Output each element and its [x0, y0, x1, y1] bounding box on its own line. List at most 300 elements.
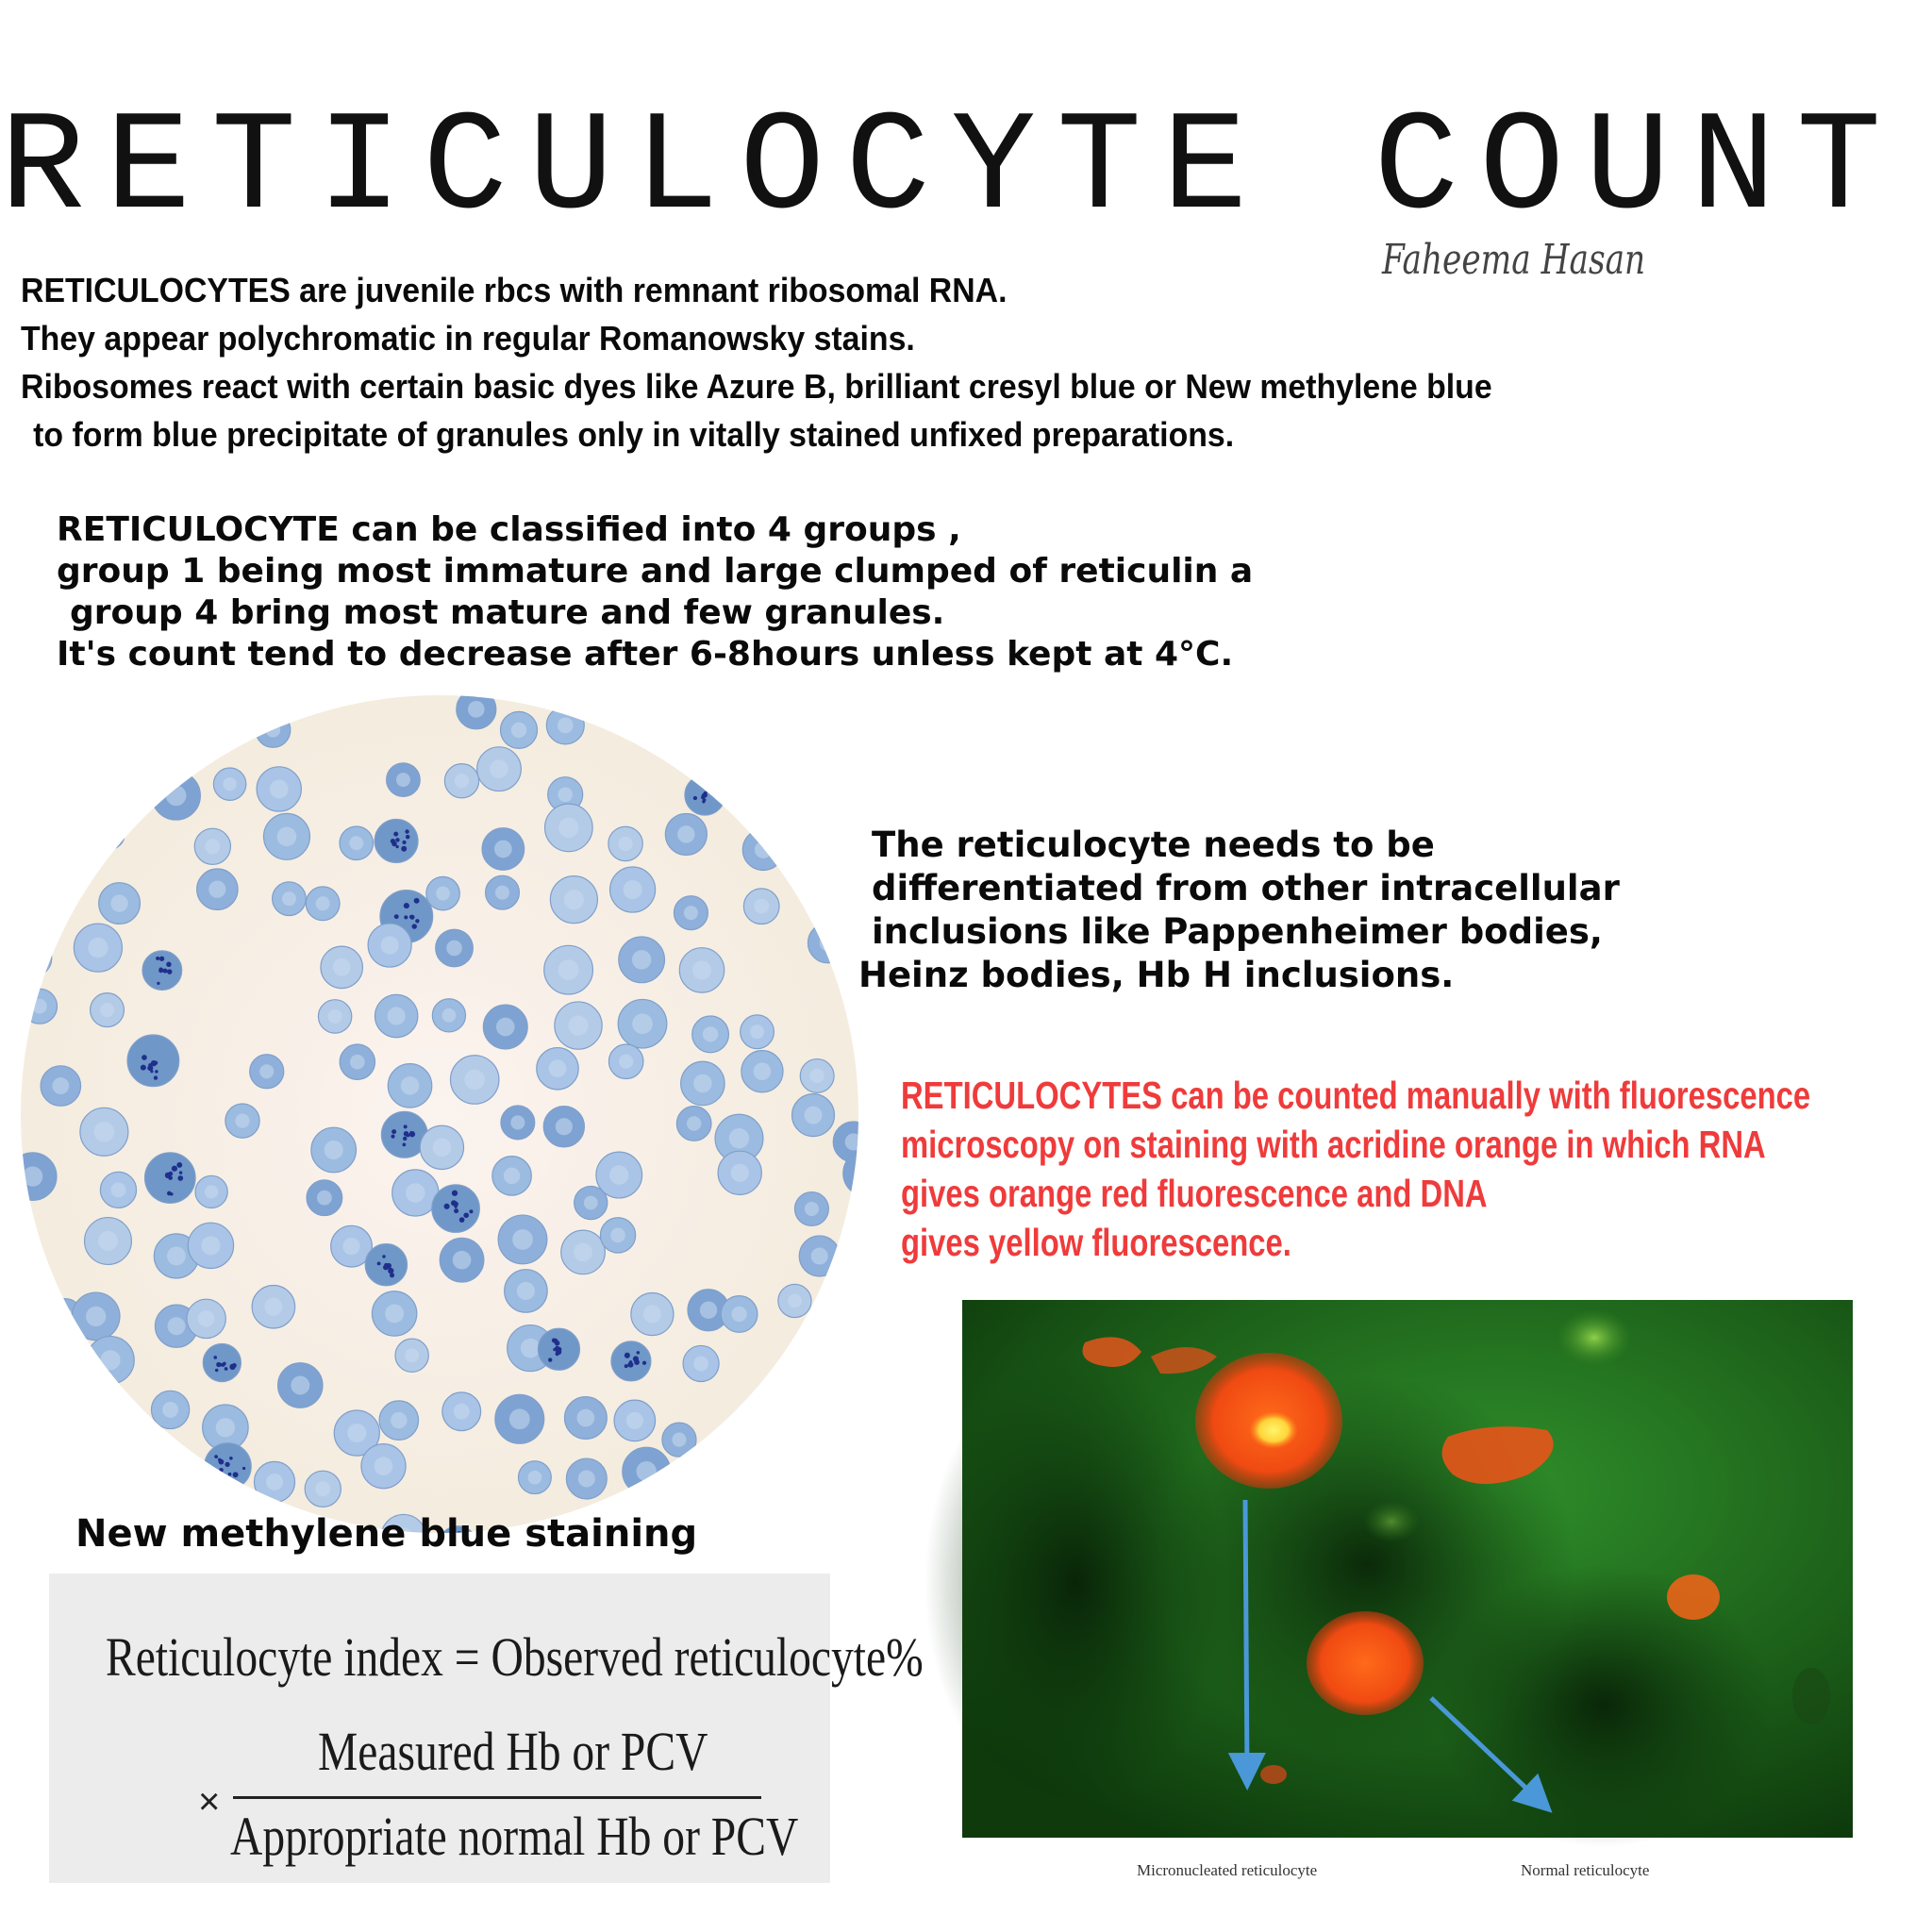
reticulin-granule — [142, 1055, 147, 1060]
central-pallor — [584, 1196, 598, 1210]
reticulin-granule — [703, 798, 706, 801]
reticulin-granule — [642, 1361, 646, 1365]
reticulin-granule — [463, 1212, 469, 1218]
central-pallor — [618, 837, 632, 851]
central-pallor — [349, 836, 363, 850]
central-pallor — [51, 1527, 64, 1541]
reticulin-granule — [214, 1455, 218, 1458]
central-pallor — [88, 938, 108, 958]
central-pallor — [528, 1471, 542, 1485]
central-pallor — [876, 708, 893, 725]
central-pallor — [740, 1552, 754, 1566]
class-lead-term: RETICULOCYTE — [57, 510, 340, 549]
reticulin-granule — [459, 1217, 465, 1223]
central-pallor — [270, 780, 289, 799]
reticulin-granule — [728, 757, 734, 762]
reticulin-granule — [382, 1255, 385, 1257]
red-cell — [15, 941, 51, 976]
central-pallor — [495, 886, 509, 900]
central-pallor — [729, 1128, 749, 1148]
red-cell — [849, 1527, 898, 1576]
formula-denominator: Appropriate normal Hb or PCV — [230, 1806, 799, 1867]
reticulin-granule — [414, 898, 420, 904]
reticulin-granule — [219, 1459, 225, 1465]
reticulin-granule — [412, 924, 417, 928]
reticulin-granule — [829, 888, 835, 893]
central-pallor — [100, 1003, 114, 1017]
central-pallor — [632, 1013, 653, 1034]
central-pallor — [259, 1064, 274, 1078]
reticulin-granule — [165, 1173, 171, 1178]
reticulin-granule — [156, 957, 159, 960]
reticulin-granule — [219, 1468, 223, 1472]
central-pallor — [558, 818, 578, 838]
central-pallor — [549, 1059, 567, 1077]
central-pallor — [168, 1317, 186, 1335]
red-cell — [25, 1454, 60, 1489]
central-pallor — [857, 787, 875, 806]
central-pallor — [94, 1122, 114, 1141]
class-line-2: group 1 being most immature and large clumped of reticulin a — [57, 552, 1254, 591]
central-pallor — [406, 1183, 425, 1203]
reticulin-granule — [170, 1192, 173, 1195]
central-pallor — [626, 1412, 643, 1429]
reticulin-granule — [229, 1457, 233, 1460]
reticulin-granule — [228, 1473, 232, 1476]
diff-line-1: The reticulocyte needs to be — [872, 824, 1435, 865]
central-pallor — [510, 1115, 525, 1129]
diff-line-4: Heinz bodies, Hb H inclusions. — [858, 955, 1455, 995]
central-pallor — [610, 1228, 625, 1243]
reticulin-granule — [394, 914, 399, 919]
central-pallor — [161, 712, 176, 727]
reticulin-granule — [406, 835, 410, 840]
central-pallor — [693, 1356, 708, 1371]
central-pallor — [496, 1018, 515, 1037]
reticulin-granule — [155, 1070, 158, 1074]
central-pallor — [788, 1294, 802, 1308]
central-pallor — [205, 839, 220, 854]
central-pallor — [504, 1168, 520, 1184]
red-cell — [92, 817, 125, 849]
reticulin-granule — [167, 969, 172, 974]
reticulin-granule — [242, 1467, 245, 1470]
central-pallor — [166, 786, 187, 807]
central-pallor — [405, 1348, 419, 1362]
central-pallor — [576, 1409, 594, 1427]
central-pallor — [618, 698, 638, 718]
reticulin-granule — [807, 884, 810, 888]
central-pallor — [731, 1307, 746, 1322]
central-pallor — [208, 881, 225, 898]
central-pallor — [442, 1008, 457, 1023]
reticulin-granule — [386, 1263, 391, 1269]
central-pallor — [110, 1182, 125, 1197]
red-cell — [831, 1302, 869, 1340]
fluor-line-4: gives yellow fluorescence. — [901, 1221, 1291, 1264]
central-pallor — [760, 1403, 779, 1422]
central-pallor — [517, 1282, 535, 1300]
central-pallor — [750, 1024, 764, 1039]
central-pallor — [672, 1433, 686, 1447]
red-cell — [605, 684, 653, 732]
central-pallor — [512, 1229, 533, 1250]
central-pallor — [317, 1191, 332, 1206]
formula-line-1: Reticulocyte index = Observed reticulocyte% — [106, 1626, 924, 1688]
reticulin-granule — [738, 759, 742, 764]
fluor-lead-term: RETICULOCYTES — [901, 1074, 1162, 1117]
central-pallor — [325, 1141, 343, 1159]
red-cell — [865, 697, 905, 737]
central-pallor — [805, 1202, 819, 1216]
intro-line-1-text: are juvenile rbcs with remnant ribosomal RNA. — [290, 271, 1008, 309]
central-pallor — [401, 1076, 420, 1095]
central-pallor — [863, 1541, 884, 1562]
reticulin-granule — [215, 1369, 218, 1372]
central-pallor — [820, 935, 837, 952]
central-pallor — [637, 1461, 657, 1481]
fraction-bar — [233, 1796, 761, 1799]
methylene-blue-micrograph — [21, 695, 858, 1533]
central-pallor — [347, 1424, 366, 1442]
fluorescence-paragraph — [901, 1071, 1810, 1267]
reticulin-granule — [635, 1359, 639, 1363]
central-pallor — [380, 936, 398, 954]
central-pallor — [786, 819, 802, 835]
central-pallor — [755, 841, 772, 858]
central-pallor — [23, 1166, 42, 1186]
reticulin-granule — [409, 1131, 415, 1137]
micrograph-caption: New methylene blue staining — [75, 1512, 698, 1556]
central-pallor — [845, 1133, 862, 1150]
central-pallor — [342, 1238, 359, 1255]
page-title: RETICULOCYTE COUNT — [0, 90, 1903, 250]
class-line-1-text: can be classified into 4 groups , — [339, 510, 961, 549]
central-pallor — [266, 723, 280, 737]
central-pallor — [675, 719, 691, 735]
fluor-line-2: microscopy on staining with acridine orange in which RNA — [901, 1123, 1766, 1166]
reticulin-granule — [159, 957, 164, 961]
reticulin-granule — [556, 1352, 559, 1356]
reticulin-granule — [557, 1347, 562, 1353]
red-cell — [42, 1518, 74, 1550]
central-pallor — [165, 1493, 182, 1510]
central-pallor — [871, 1062, 889, 1080]
reticulin-granule — [233, 1472, 239, 1477]
central-pallor — [162, 1402, 178, 1418]
reticulin-granule — [712, 793, 715, 796]
reticulin-granule — [454, 1208, 458, 1213]
red-cell — [151, 702, 188, 739]
central-pallor — [291, 1376, 309, 1395]
reticulin-granule — [213, 1356, 217, 1359]
formula-numerator: Measured Hb or PCV — [318, 1721, 708, 1782]
central-pallor — [216, 1418, 235, 1437]
reticulin-granule — [221, 1363, 225, 1367]
reticulin-granule — [157, 982, 159, 985]
central-pallor — [110, 894, 127, 911]
red-cell — [858, 1050, 901, 1092]
reticulin-granule — [404, 1124, 408, 1128]
central-pallor — [805, 1107, 823, 1124]
reticulin-granule — [405, 829, 408, 833]
central-pallor — [198, 1310, 214, 1326]
reticulin-granule — [393, 832, 398, 837]
central-pallor — [102, 826, 115, 840]
fluor-line-3: gives orange red fluorescence and DNA — [901, 1172, 1488, 1215]
reticulin-granule — [452, 1191, 458, 1196]
reticulin-granule — [807, 885, 812, 891]
red-cell — [846, 1462, 891, 1507]
reticulin-granule — [719, 759, 724, 764]
central-pallor — [574, 1243, 592, 1262]
reticulin-granule — [151, 1060, 157, 1066]
differentiation-paragraph — [858, 824, 1620, 997]
intro-line-1 — [21, 266, 1492, 314]
reticulin-granule — [821, 879, 824, 883]
central-pallor — [282, 891, 296, 906]
reticulin-granule — [637, 1351, 640, 1354]
class-line-4: It's count tend to decrease after 6-8hours unless kept at 4°C. — [57, 635, 1234, 674]
reticulin-granule — [625, 1364, 628, 1368]
reticulin-granule — [731, 764, 737, 770]
central-pallor — [388, 1008, 406, 1025]
central-pallor — [684, 906, 698, 920]
central-pallor — [464, 1070, 485, 1091]
central-pallor — [857, 1163, 876, 1183]
reticulin-granule — [404, 1131, 408, 1136]
reticulin-granule — [388, 1268, 393, 1274]
reticulin-granule — [469, 1209, 473, 1213]
reticulin-granule — [627, 1362, 633, 1368]
central-pallor — [558, 787, 573, 802]
reticulin-granule — [391, 839, 395, 843]
reticulin-granule — [403, 1143, 407, 1147]
reticulin-granule — [721, 760, 725, 765]
reticulin-granule — [163, 969, 168, 974]
reticulin-granule — [404, 915, 408, 919]
central-pallor — [568, 1016, 588, 1036]
central-pallor — [558, 717, 574, 733]
central-pallor — [223, 777, 236, 791]
central-pallor — [277, 827, 297, 847]
central-pallor — [801, 701, 815, 715]
red-cell — [715, 745, 756, 786]
fluor-line-1 — [901, 1071, 1810, 1120]
central-pallor — [350, 1055, 365, 1070]
reticulin-granule — [409, 915, 413, 919]
reticulin-granule — [817, 877, 823, 883]
red-cell — [843, 774, 888, 819]
central-pallor — [859, 1475, 878, 1494]
acridine-orange-fluorescence-image — [962, 1300, 1853, 1838]
central-pallor — [39, 1415, 55, 1431]
red-cell — [29, 761, 66, 798]
central-pallor — [454, 1404, 470, 1420]
reticulocyte-index-formula — [49, 1574, 924, 1883]
reticulin-granule — [172, 1166, 177, 1172]
central-pallor — [266, 1474, 283, 1491]
central-pallor — [810, 1069, 824, 1083]
reticulin-granule — [729, 757, 735, 762]
central-pallor — [490, 759, 508, 778]
reticulin-granule — [154, 1075, 158, 1079]
reticulin-granule — [177, 1175, 183, 1181]
reticulin-granule — [225, 1367, 228, 1371]
intro-line-3: Ribosomes react with certain basic dyes like Azure B, brilliant cresyl blue or New methylene blue — [21, 367, 1492, 406]
central-pallor — [455, 774, 469, 788]
central-pallor — [328, 1009, 342, 1024]
reticulin-granule — [729, 752, 735, 758]
red-cell — [784, 1447, 828, 1491]
red-cell — [747, 1391, 791, 1435]
reticulin-granule — [693, 796, 697, 800]
central-pallor — [509, 1408, 530, 1429]
central-pallor — [687, 1116, 701, 1130]
reticulin-granule — [229, 1364, 235, 1370]
central-pallor — [494, 841, 512, 858]
reticulin-granule — [553, 1348, 556, 1351]
intro-line-2: They appear polychromatic in regular Romanowsky stains. — [21, 319, 915, 358]
reticulin-granule — [702, 792, 708, 798]
reticulin-granule — [158, 968, 163, 973]
central-pallor — [811, 1248, 828, 1265]
central-pallor — [26, 951, 42, 966]
reticulin-granule — [404, 903, 409, 908]
central-pallor — [201, 1236, 220, 1255]
central-pallor — [692, 960, 711, 979]
central-pallor — [33, 882, 47, 896]
central-pallor — [558, 959, 579, 980]
intro-paragraph — [21, 266, 1492, 458]
intro-line-4: to form blue precipitate of granules only in vitally stained unfixed preparations. — [33, 415, 1235, 454]
reticulin-granule — [377, 1261, 381, 1265]
reticulin-granule — [391, 1129, 396, 1134]
reticulin-granule — [737, 758, 740, 761]
reticulin-granule — [179, 1171, 182, 1174]
reticulin-granule — [444, 1204, 450, 1209]
reticulin-granule — [401, 846, 407, 852]
central-pallor — [619, 1055, 633, 1069]
central-pallor — [40, 772, 55, 787]
central-pallor — [754, 1062, 772, 1080]
reticulin-granule — [711, 789, 716, 793]
reticulin-granule — [816, 880, 822, 886]
red-cell — [784, 1406, 826, 1448]
central-pallor — [556, 1118, 573, 1135]
label-micronucleated-reticulocyte: Micronucleated reticulocyte — [1137, 1861, 1318, 1879]
diff-line-3: inclusions like Pappenheimer bodies, — [872, 911, 1603, 952]
reticulin-granule — [176, 1162, 182, 1168]
red-cell — [794, 1346, 837, 1389]
central-pallor — [391, 1412, 407, 1428]
reticulin-granule — [824, 882, 829, 887]
central-pallor — [100, 1350, 120, 1370]
central-pallor — [52, 1077, 69, 1094]
red-cell — [797, 860, 841, 905]
central-pallor — [754, 899, 769, 914]
red-cell — [791, 691, 824, 724]
class-line-3: group 4 bring most mature and few granules. — [70, 593, 945, 632]
central-pallor — [58, 1307, 72, 1321]
central-pallor — [86, 1307, 106, 1326]
reticulin-granule — [453, 1202, 458, 1208]
central-pallor — [446, 941, 462, 957]
central-pallor — [333, 958, 351, 976]
central-pallor — [264, 1298, 282, 1316]
red-cell — [808, 923, 847, 962]
reticulin-granule — [625, 1353, 630, 1358]
reticulin-granule — [166, 962, 171, 967]
reticulin-granule — [415, 919, 419, 923]
central-pallor — [700, 1302, 717, 1319]
central-pallor — [677, 825, 694, 842]
red-cell — [78, 1389, 127, 1438]
central-pallor — [703, 1026, 718, 1041]
fluor-line-1-text: can be counted manually with fluorescence — [1162, 1074, 1811, 1117]
central-pallor — [43, 702, 58, 717]
diff-line-2: differentiated from other intracellular — [872, 868, 1620, 908]
central-pallor — [98, 1231, 118, 1251]
reticulin-granule — [150, 1070, 153, 1073]
central-pallor — [693, 1074, 712, 1093]
central-pallor — [385, 1305, 404, 1324]
reticulin-granule — [225, 1462, 229, 1467]
central-pallor — [316, 896, 330, 910]
reticulin-granule — [391, 1135, 394, 1139]
reticulin-granule — [548, 1357, 552, 1361]
reticulin-granule — [822, 875, 825, 879]
reticulin-granule — [395, 838, 399, 841]
central-pallor — [609, 1165, 628, 1184]
central-pallor — [396, 773, 410, 787]
multiply-sign: × — [198, 1781, 221, 1823]
central-pallor — [205, 1185, 218, 1198]
central-pallor — [578, 1470, 595, 1487]
reticulin-granule — [402, 841, 406, 844]
reticulin-granule — [141, 1065, 146, 1071]
central-pallor — [375, 1457, 393, 1475]
reticulin-granule — [728, 760, 732, 764]
reticulin-granule — [403, 1137, 407, 1141]
red-cell — [27, 1404, 66, 1442]
central-pallor — [468, 701, 485, 718]
central-pallor — [725, 1483, 743, 1501]
central-pallor — [804, 779, 820, 795]
central-pallor — [624, 880, 642, 899]
central-pallor — [436, 887, 450, 901]
central-pallor — [92, 1403, 113, 1424]
central-pallor — [807, 1358, 824, 1376]
red-cell — [843, 1150, 890, 1196]
central-pallor — [453, 1251, 472, 1270]
red-cell — [23, 873, 56, 906]
central-pallor — [235, 1113, 249, 1127]
reticulin-granule — [806, 890, 810, 894]
central-pallor — [36, 1464, 50, 1478]
red-cell — [792, 769, 831, 808]
reticulin-granule — [553, 1339, 558, 1343]
central-pallor — [731, 1164, 749, 1182]
central-pallor — [315, 1481, 330, 1496]
central-pallor — [433, 1139, 451, 1157]
red-cell — [50, 829, 85, 864]
label-normal-reticulocyte: Normal reticulocyte — [1521, 1861, 1650, 1879]
central-pallor — [632, 950, 651, 969]
central-pallor — [796, 1460, 815, 1479]
central-pallor — [564, 890, 584, 909]
central-pallor — [167, 1247, 186, 1266]
